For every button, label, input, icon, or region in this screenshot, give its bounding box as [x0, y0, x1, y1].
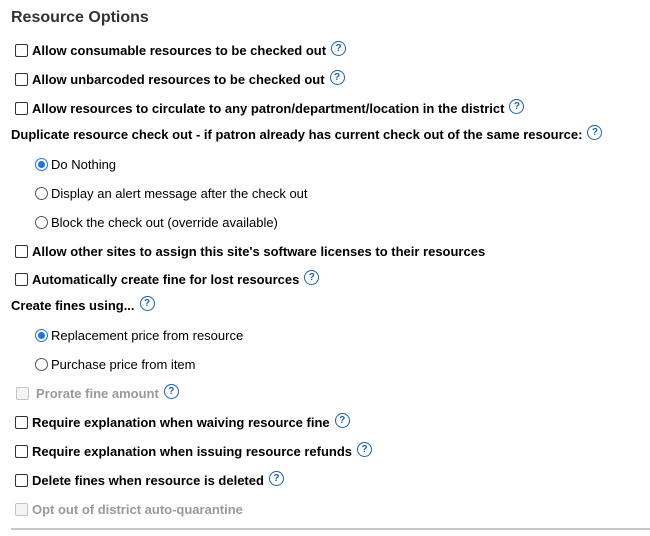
prorate-option [16, 386, 179, 401]
circulate-label: Allow resources to circulate to any patron/department/location in the district [32, 101, 505, 116]
quarantine-option [15, 502, 243, 517]
help-icon[interactable]: ? [330, 70, 345, 85]
radio-button[interactable] [35, 329, 48, 342]
unbarcoded-checkbox[interactable] [15, 73, 28, 86]
radio-button[interactable] [35, 187, 48, 200]
page-title: Resource Options [11, 9, 149, 26]
delete-fines-checkbox[interactable] [15, 474, 28, 487]
divider [11, 528, 650, 530]
unbarcoded-label: Allow unbarcoded resources to be checked out [32, 72, 325, 87]
quarantine-label: Opt out of district auto-quarantine [32, 502, 243, 517]
fines-heading: Create fines using... [11, 298, 135, 313]
radio-label: Replacement price from resource [51, 328, 244, 343]
fine-option-purchase[interactable] [35, 357, 196, 372]
licenses-label: Allow other sites to assign this site's software licenses to their resources [32, 244, 486, 259]
refund-checkbox[interactable] [15, 445, 28, 458]
help-icon[interactable]: ? [587, 125, 602, 140]
unbarcoded-option [15, 72, 345, 87]
radio-label: Block the check out (override available) [51, 215, 278, 230]
dup-option-block[interactable] [35, 215, 278, 230]
radio-button[interactable] [35, 158, 48, 171]
help-icon[interactable]: ? [269, 471, 284, 486]
delete-fines-label: Delete fines when resource is deleted [32, 473, 264, 488]
waive-option [15, 415, 350, 430]
duplicate-heading-row [11, 127, 602, 142]
consumable-option [15, 43, 346, 58]
refund-option [15, 444, 372, 459]
help-icon[interactable]: ? [164, 384, 179, 399]
consumable-checkbox[interactable] [15, 44, 28, 57]
auto-fine-label: Automatically create fine for lost resources [32, 272, 300, 287]
help-icon[interactable]: ? [357, 442, 372, 457]
radio-button[interactable] [35, 358, 48, 371]
help-icon[interactable]: ? [140, 296, 155, 311]
radio-button[interactable] [35, 216, 48, 229]
prorate-label: Prorate fine amount [36, 386, 159, 401]
help-icon[interactable]: ? [304, 270, 319, 285]
refund-label: Require explanation when issuing resource refunds [32, 444, 353, 459]
waive-label: Require explanation when waiving resource fine [32, 415, 330, 430]
help-icon[interactable]: ? [331, 41, 346, 56]
duplicate-heading: Duplicate resource check out - if patron already has current check out of the same resource: [11, 127, 583, 142]
consumable-label: Allow consumable resources to be checked out [32, 43, 327, 58]
fines-heading-row [11, 298, 155, 313]
auto-fine-checkbox[interactable] [15, 273, 28, 286]
dup-option-nothing[interactable] [35, 157, 116, 172]
fine-option-replacement[interactable] [35, 328, 243, 343]
auto-fine-option [15, 272, 319, 287]
quarantine-checkbox [15, 503, 28, 516]
licenses-option [15, 244, 485, 259]
help-icon[interactable]: ? [335, 413, 350, 428]
radio-label: Do Nothing [51, 157, 117, 172]
waive-checkbox[interactable] [15, 416, 28, 429]
radio-label: Purchase price from item [51, 357, 196, 372]
circulate-option [15, 101, 524, 116]
delete-fines-option [15, 473, 284, 488]
circulate-checkbox[interactable] [15, 102, 28, 115]
dup-option-alert[interactable] [35, 186, 308, 201]
licenses-checkbox[interactable] [15, 245, 28, 258]
radio-label: Display an alert message after the check out [51, 186, 308, 201]
prorate-checkbox [16, 387, 29, 400]
help-icon[interactable]: ? [509, 99, 524, 114]
